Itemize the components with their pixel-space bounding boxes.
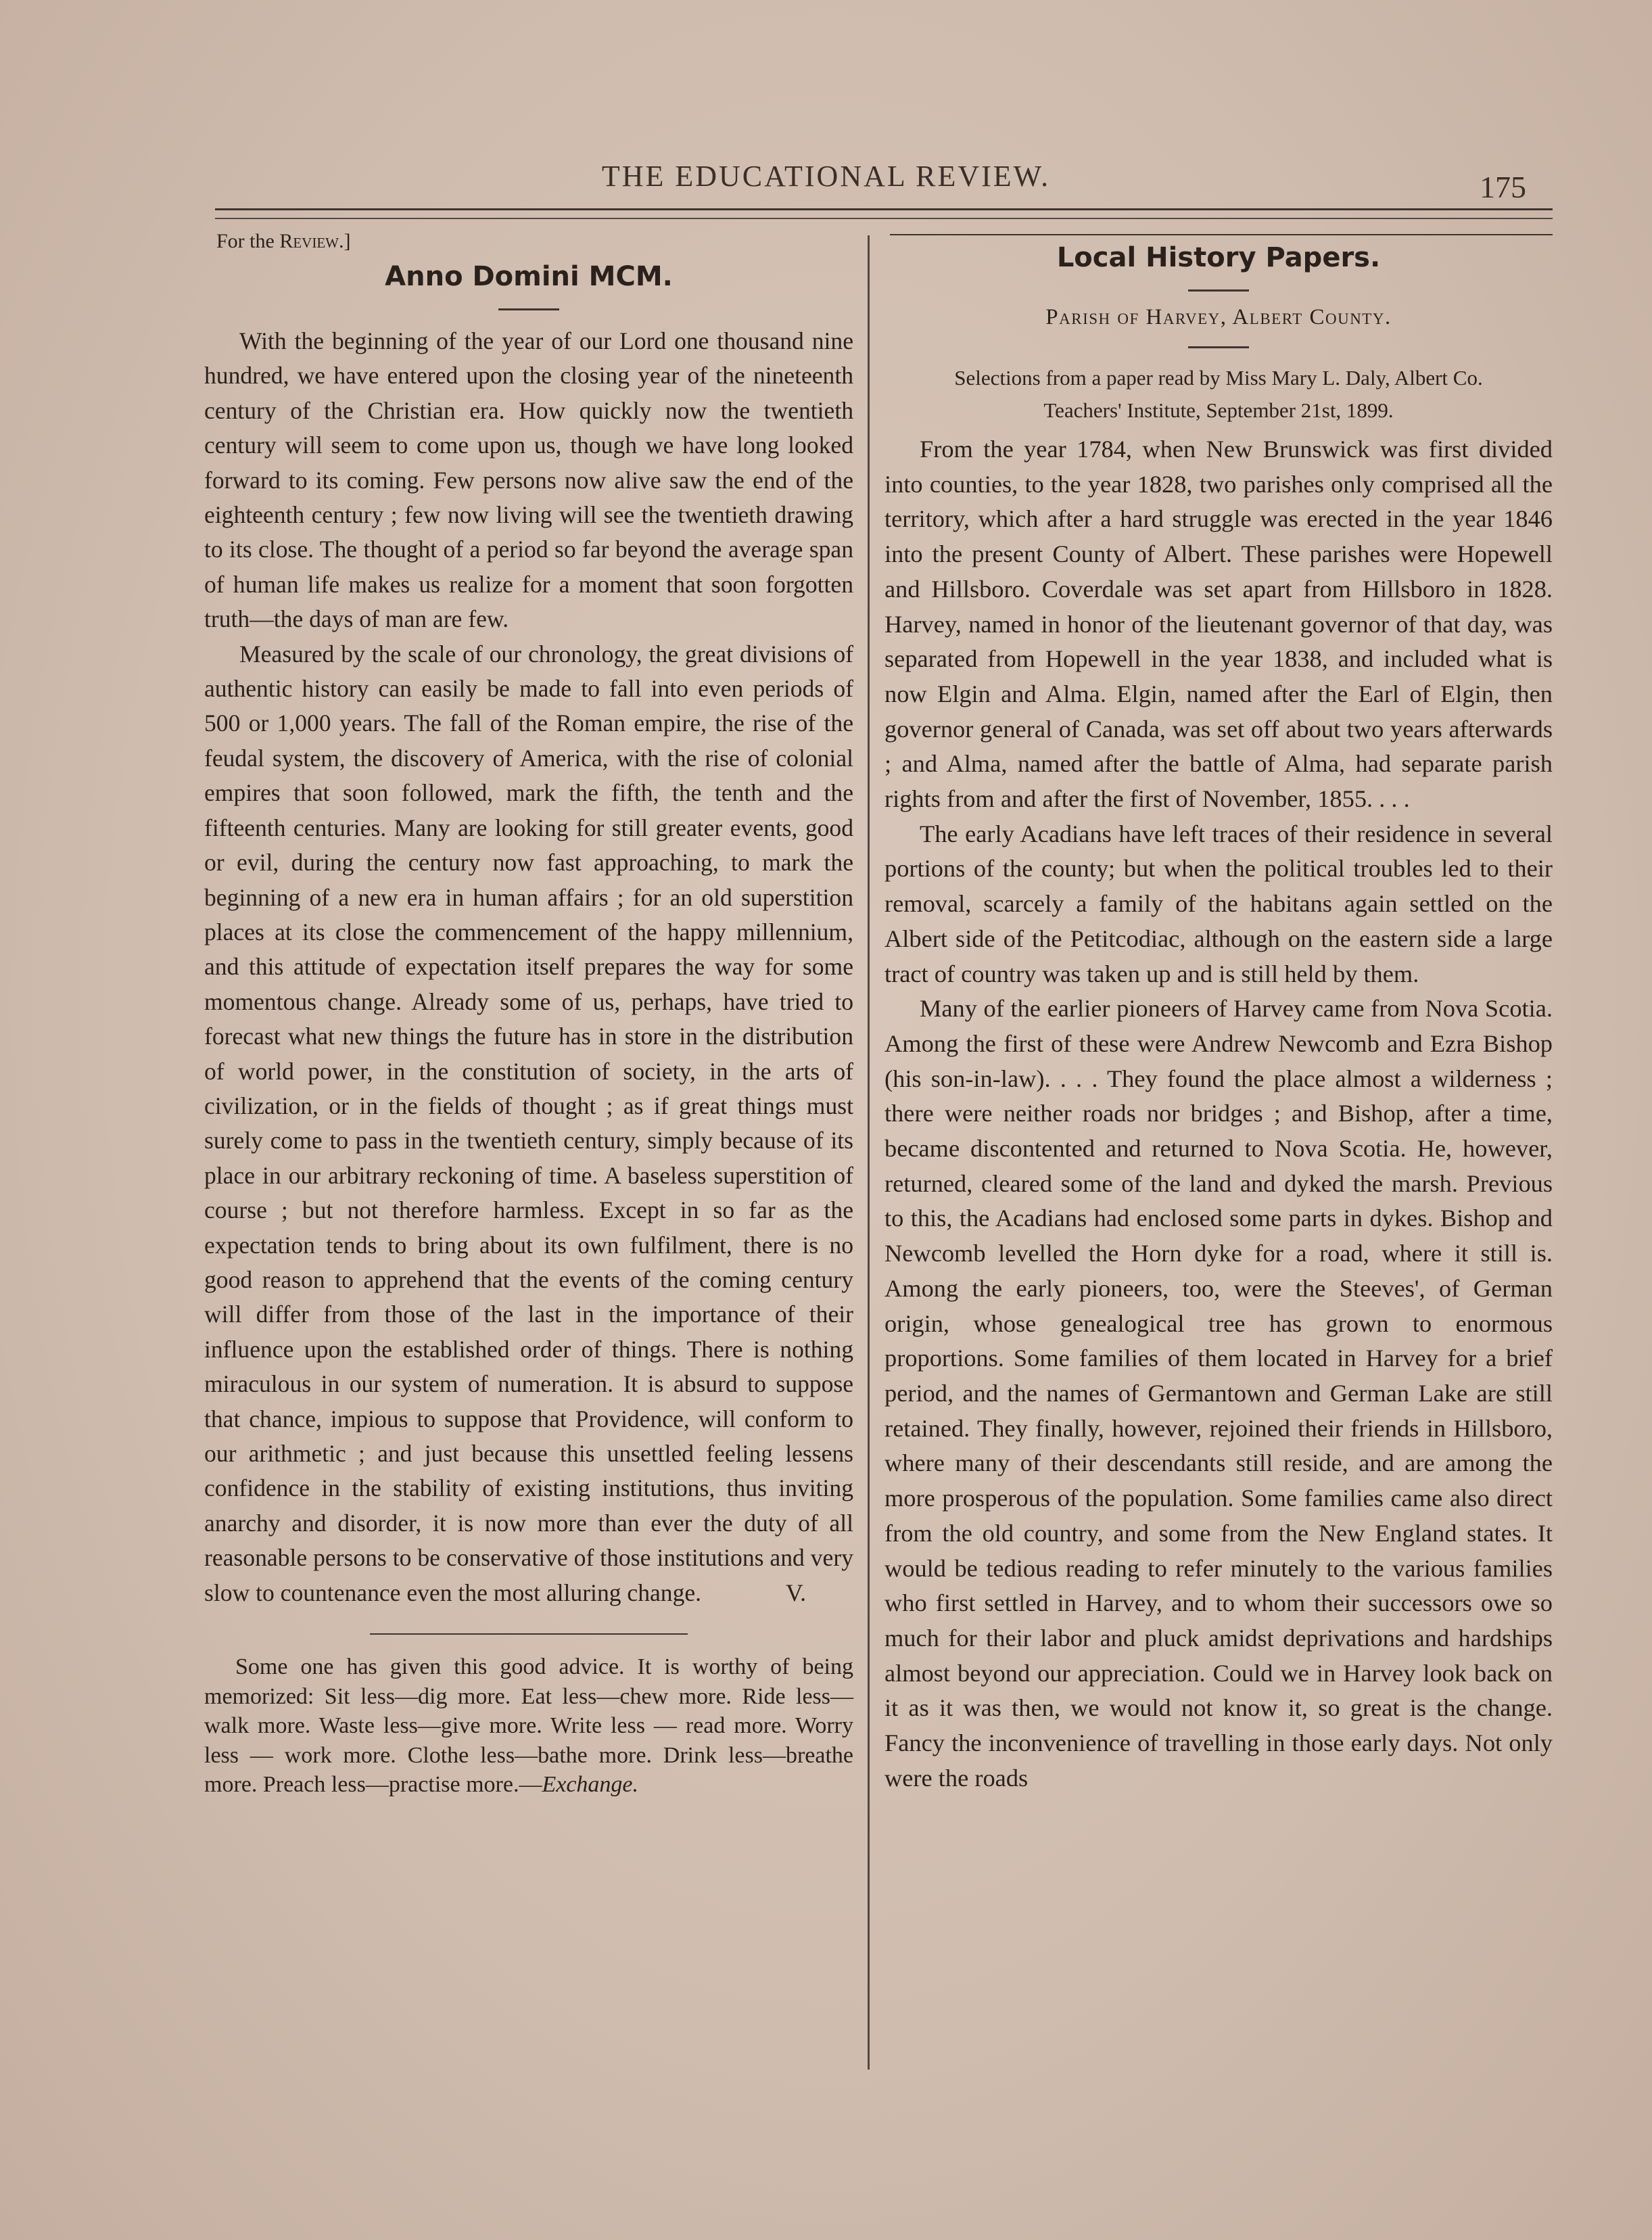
credit-source: Review. [279, 230, 344, 252]
paragraph: The early Acadians have left traces of their residence in several portions of the county; but when the political troubles led to their removal, scarcely a family of the habitans again settled on the Albert side of the Petitcodiac, although on the eastern side a large tract of country was taken up and is still held by them. [884, 820, 1553, 987]
source-note [884, 362, 1553, 427]
article-title: Local History Papers. [1056, 242, 1381, 273]
article-subtitle: Parish of Harvey, Albert County. [1045, 305, 1392, 329]
source-note-line: Selections from a paper read by Miss Mary L. Daly, Albert Co. [954, 366, 1483, 390]
running-title: THE EDUCATIONAL REVIEW. [601, 160, 1051, 193]
credit-prefix: For the [216, 230, 280, 252]
article-body [884, 432, 1553, 1796]
advice-paragraph [204, 1652, 853, 1800]
article-credit [216, 230, 853, 253]
credit-suffix: ] [344, 230, 351, 252]
article-body [204, 324, 853, 1610]
advice-source: Exchange. [542, 1772, 638, 1798]
paragraph-text: Measured by the scale of our chronology, the great divisions of authentic history can easily be made to fall into even periods of 500 or 1,000 years. The fall of the Roman empire, the rise of the feudal system, the discovery of America, with the rise of colonial empires that soon followed, mark the fifth, the tenth and the fifteenth centuries. Many are looking for still greater events, good or evil, during the century now fast approaching, to mark the beginning of a new era in human affairs ; for an old superstition places at its close the commencement of the happy millennium, and this attitude of expectation itself prepares the way for some momentous change. Already some of us, perhaps, have tried to forecast what new things the future has in store in the distribution of world power, in the constitution of society, in the arts of civilization, or in the fields of thought ; as if great things must surely come to pass in the twentieth century, simply because of its place in our arbitrary reckoning of time. A baseless superstition of course ; but not therefore harmless. Except in so far as the expectation tends to bring about its own fulfilment, there is no good reason to apprehend that the events of the coming century will differ from those of the last in the importance of their influence upon the established order of things. There is nothing miraculous in our system of numeration. It is absurd to suppose that chance, impious to suppose that Providence, will conform to our arithmetic ; and just because this unsettled feeling lessens confidence in the stability of existing institutions, thus inviting anarchy and disorder, it is now more than ever the duty of all reasonable persons to be conservative of those institutions and very slow to countenance even the most alluring change. [204, 640, 853, 1606]
column-divider [868, 235, 870, 2070]
left-column [204, 223, 853, 1800]
article-title: Anno Domini MCM. [385, 261, 673, 292]
paragraph: Many of the earlier pioneers of Harvey came from Nova Scotia. Among the first of these were Andrew Newcomb and Ezra Bishop (his son-in-law). . . . They found the place almost a wilderness ; there were neither roads nor bridges ; and Bishop, after a time, became discontented and returned to Nova Scotia. He, however, returned, cleared some of the land and dyked the marsh. Previous to this, the Acadians had enclosed some parts in dykes. Bishop and Newcomb levelled the Horn dyke for a road, where it still is. Among the early pioneers, too, were the Steeves', of German origin, whose genealogical tree has grown to enormous proportions. Some families of them located in Harvey for a brief period, and the names of Germantown and German Lake are still retained. They finally, however, rejoined their friends in Hillsboro, where many of their descendants still reside, and are among the more prosperous of the population. Some families came also direct from the old country, and some from the New England states. It would be tedious reading to refer minutely to the various families who first settled in Harvey, and to whom their successors owe so much for their labor and pluck amidst deprivations and hardships almost beyond our appreciation. Could we in Harvey look back on it as it was then, we would not know it, so great is the change. Fancy the inconvenience of travelling in those early days. Not only were the roads [884, 995, 1553, 1792]
author-signature: V. [785, 1579, 806, 1606]
page-number: 175 [1480, 170, 1526, 204]
paragraph: With the beginning of the year of our Lord one thousand nine hundred, we have entered upon the closing year of the nineteenth century of the Christian era. How quickly now the twentieth century will seem to come upon us, though we have long looked forward to its coming. Few persons now alive saw the end of the eighteenth century ; few now living will see the twentieth drawing to its close. The thought of a period so far beyond the average span of human life makes us realize for a moment that soon forgotten truth—the days of man are few. [204, 327, 853, 633]
title-rule [1188, 289, 1249, 291]
paragraph [204, 637, 853, 1610]
section-rule [370, 1633, 688, 1635]
subtitle-rule [1188, 346, 1249, 348]
paragraph: From the year 1784, when New Brunswick was first divided into counties, to the year 1828, two parishes only comprised all the territory, which after a hard struggle was erected in the year 1846 into the present County of Albert. These parishes were Hopewell and Hillsboro. Coverdale was set apart from Hillsboro in 1828. Harvey, named in honor of the lieutenant governor of that day, was separated from Hopewell in the year 1838, and included what is now Elgin and Alma. Elgin, named after the Earl of Elgin, then governor general of Canada, was set off about two years afterwards ; and Alma, named after the battle of Alma, had separate parish rights from and after the first of November, 1855. . . . [884, 436, 1553, 813]
header-rule [215, 208, 1553, 210]
advice-text: Some one has given this good advice. It is worthy of being memorized: Sit less—dig more. Eat less—chew more. Ride less—walk more. Waste less—give more. Write less — read more. Worry less — work more. Clothe less—bathe more. Drink less—breathe more. Preach less—practise more.— [204, 1654, 853, 1798]
advice-item [204, 1652, 853, 1800]
title-rule [498, 308, 559, 310]
right-column [884, 223, 1553, 1796]
source-note-line: Teachers' Institute, September 21st, 1899. [1043, 398, 1394, 422]
header-rule-secondary [215, 218, 1553, 219]
